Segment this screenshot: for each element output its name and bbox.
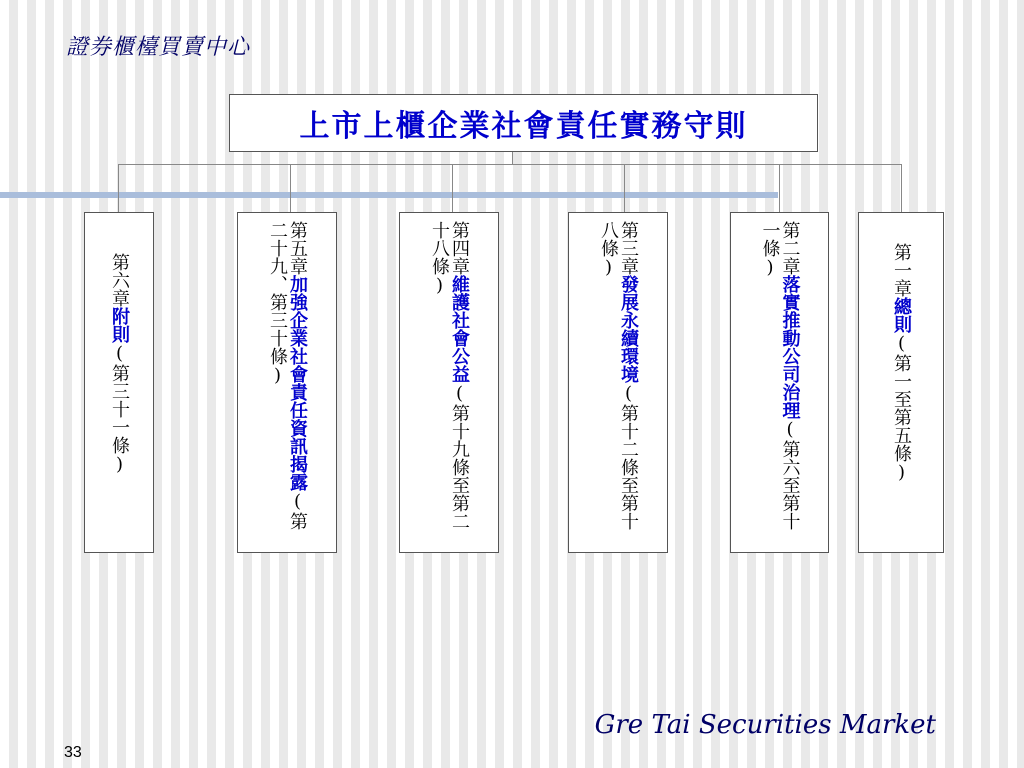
chapter-prefix: 第四章 [449, 221, 470, 275]
connector-drop [290, 164, 291, 212]
chapter-prefix: 第五章 [287, 221, 308, 275]
main-title-box [229, 94, 818, 152]
page-number: 33 [64, 744, 82, 761]
accent-bar [0, 192, 778, 198]
connector-drop [452, 164, 453, 212]
chapter-box-3 [568, 212, 668, 553]
chapter-text [760, 221, 800, 546]
chapter-name: 落實推動公司治理 [779, 275, 801, 419]
chapter-name: 附則 [109, 307, 130, 343]
chapter-name: 總則 [891, 297, 912, 333]
chapter-box-2 [730, 212, 829, 553]
header-title: 證券櫃檯買賣中心 [66, 35, 251, 60]
connector-trunk [512, 152, 513, 164]
chapter-suffix: (第十二條至第十八條) [598, 221, 639, 530]
chapter-text [429, 221, 469, 546]
footer-brand: Gre Tai Securities Market [594, 710, 936, 740]
connector-drop [624, 164, 625, 212]
chapter-box-6 [84, 212, 154, 553]
chapter-name: 維護社會公益 [449, 275, 470, 383]
chapter-text [598, 221, 638, 546]
chapter-text [109, 253, 129, 552]
chapter-box-1 [858, 212, 944, 553]
chapter-name: 加強企業社會責任資訊揭露 [287, 275, 308, 491]
chapter-text [267, 221, 307, 546]
chapter-suffix: (第六至第十一條) [759, 221, 801, 530]
connector-drop [118, 164, 119, 212]
chapter-box-4 [399, 212, 499, 553]
connector-horizontal [118, 164, 902, 165]
chapter-suffix: (第一至第五條) [891, 333, 912, 483]
connector-drop [779, 164, 780, 212]
chapter-name: 發展永續環境 [618, 275, 639, 383]
chapter-prefix: 第六章 [109, 253, 130, 307]
chapter-prefix: 第一章 [891, 243, 912, 297]
main-title: 上市上櫃企業社會責任實務守則 [299, 109, 748, 144]
chapter-prefix: 第二章 [779, 221, 801, 275]
chapter-box-5 [237, 212, 337, 553]
chapter-suffix: (第三十一條) [109, 343, 130, 475]
chapter-prefix: 第三章 [618, 221, 639, 275]
connector-drop [901, 164, 902, 212]
chapter-text [891, 243, 911, 552]
chapter-suffix: (第十九條至第二十八條) [429, 221, 470, 530]
chapter-suffix: (第二十九、第三十條) [267, 221, 308, 530]
